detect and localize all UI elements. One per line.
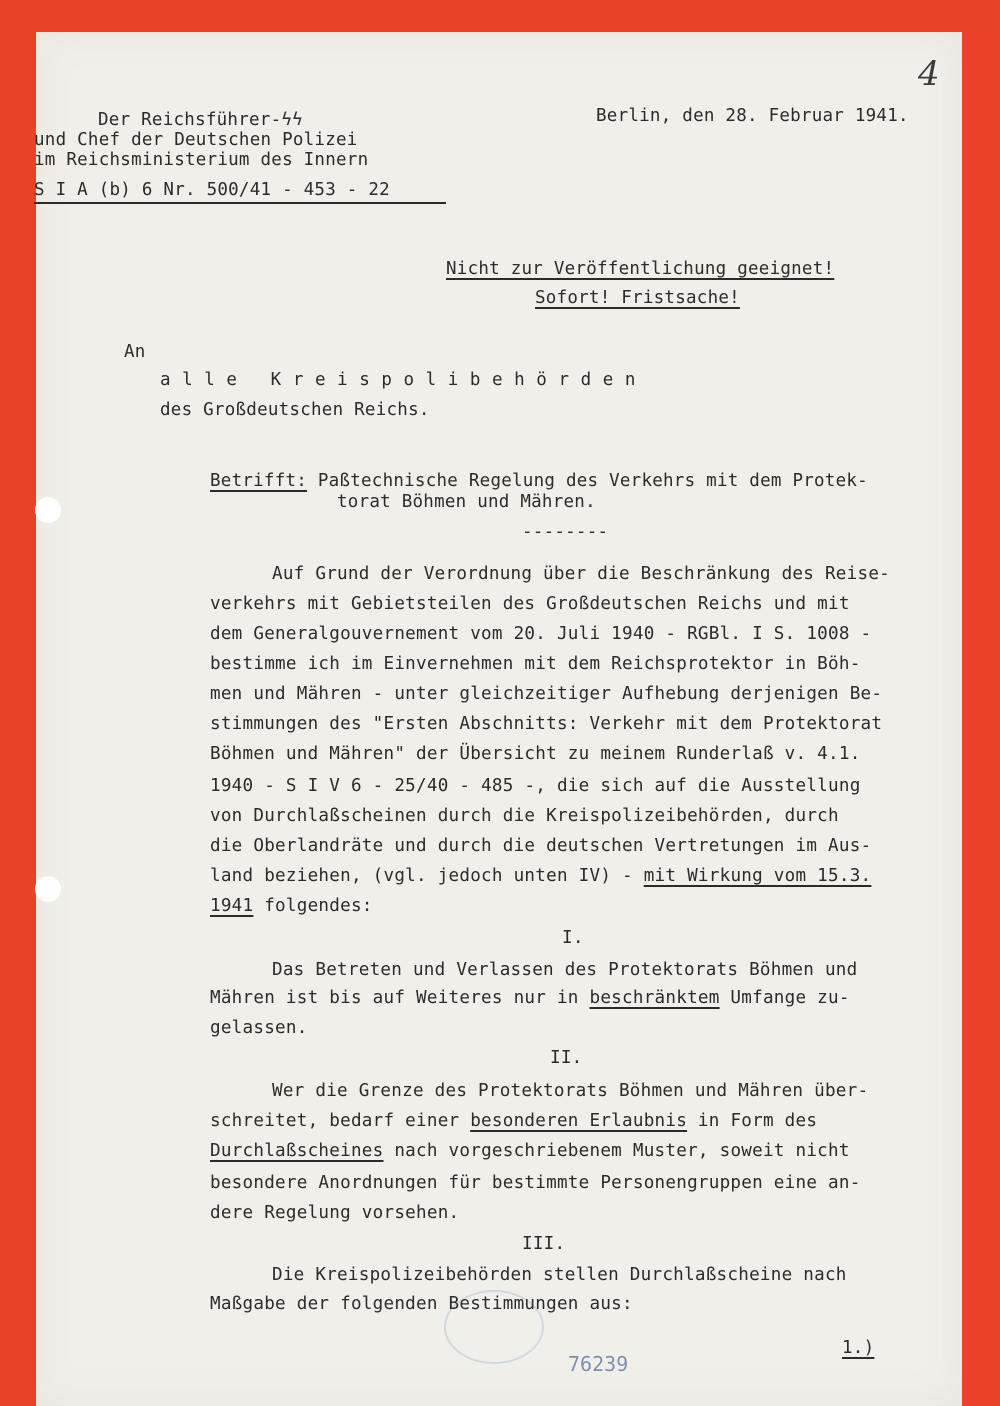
body-line: Die Kreispolizeibehörden stellen Durchlaßscheine nach (272, 1265, 847, 1285)
divider: -------- (522, 522, 609, 542)
body-line: land beziehen, (vgl. jedoch unten IV) - mit Wirkung vom 15.3. (210, 866, 872, 886)
handwritten-page-number: 4 (918, 54, 940, 94)
body-line: stimmungen des "Ersten Abschnitts: Verkehr mit dem Protektorat (210, 714, 883, 734)
body-line: Das Betreten und Verlassen des Protektorats Böhmen und (272, 960, 858, 980)
body-line: bestimme ich im Einvernehmen mit dem Reichsprotektor in Böh- (210, 654, 861, 674)
subject-line-2: torat Böhmen und Mähren. (337, 492, 596, 512)
body-line: von Durchlaßscheinen durch die Kreispolizeibehörden, durch (210, 806, 839, 826)
body-line: 1941 folgendes: (210, 896, 373, 916)
effective-date: mit Wirkung vom 15.3. (643, 866, 872, 886)
body-line: dere Regelung vorsehen. (210, 1203, 460, 1223)
reference-number: S I A (b) 6 Nr. 500/41 - 453 - 22 (34, 180, 390, 200)
punch-hole (35, 497, 61, 523)
subject-label: Betrifft: (210, 471, 308, 491)
sender-line: im Reichsministerium des Innern (34, 150, 369, 170)
punch-hole (35, 876, 61, 902)
recipient-line: des Großdeutschen Reichs. (160, 400, 430, 420)
continuation-marker: 1.) (842, 1338, 875, 1358)
body-line: Böhmen und Mähren" der Übersicht zu meinem Runderlaß v. 4.1. (210, 744, 861, 764)
section-heading: III. (522, 1234, 566, 1254)
body-line: men und Mähren - unter gleichzeitiger Aufhebung derjenigen Be- (210, 684, 883, 704)
date-line: Berlin, den 28. Februar 1941. (596, 106, 909, 126)
effective-year: 1941 (210, 896, 254, 916)
body-line: dem Generalgouvernement vom 20. Juli 1940 - RGBl. I S. 1008 - (210, 624, 872, 644)
sender-line: und Chef der Deutschen Polizei (34, 130, 358, 150)
body-line: 1940 - S I V 6 - 25/40 - 485 -, die sich auf die Ausstellung (210, 776, 861, 796)
body-line: Durchlaßscheines nach vorgeschriebenem Muster, soweit nicht (210, 1141, 850, 1161)
body-line: verkehrs mit Gebietsteilen des Großdeutschen Reichs und mit (210, 594, 850, 614)
recipient-prefix: An (124, 342, 146, 362)
section-heading: I. (562, 928, 584, 948)
sender-line: Der Reichsführer-ϟϟ (98, 110, 303, 130)
classification-line: Nicht zur Veröffentlichung geeignet! (446, 259, 835, 279)
body-line: die Oberlandräte und durch die deutschen Vertretungen im Aus- (210, 836, 872, 856)
reference-underline (34, 202, 446, 204)
section-heading: II. (550, 1048, 583, 1068)
body-line: Maßgabe der folgenden Bestimmungen aus: (210, 1294, 633, 1314)
body-line: gelassen. (210, 1018, 308, 1038)
body-line: Auf Grund der Verordnung über die Beschränkung des Reise- (272, 564, 891, 584)
subject-line (210, 473, 868, 491)
recipient-line: alle Kreispolibehörden (160, 370, 647, 390)
subject-text: Paßtechnische Regelung des Verkehrs mit dem Protek- (307, 471, 868, 491)
archive-number: 76239 (568, 1352, 629, 1376)
body-line: Mähren ist bis auf Weiteres nur in beschränktem Umfange zu- (210, 988, 850, 1008)
body-line: schreitet, bedarf einer besonderen Erlaubnis in Form des (210, 1111, 818, 1131)
body-line: Wer die Grenze des Protektorats Böhmen und Mähren über- (272, 1081, 869, 1101)
faded-stamp (444, 1290, 544, 1364)
body-line: besondere Anordnungen für bestimmte Personengruppen eine an- (210, 1173, 861, 1193)
classification-line: Sofort! Fristsache! (535, 288, 740, 308)
